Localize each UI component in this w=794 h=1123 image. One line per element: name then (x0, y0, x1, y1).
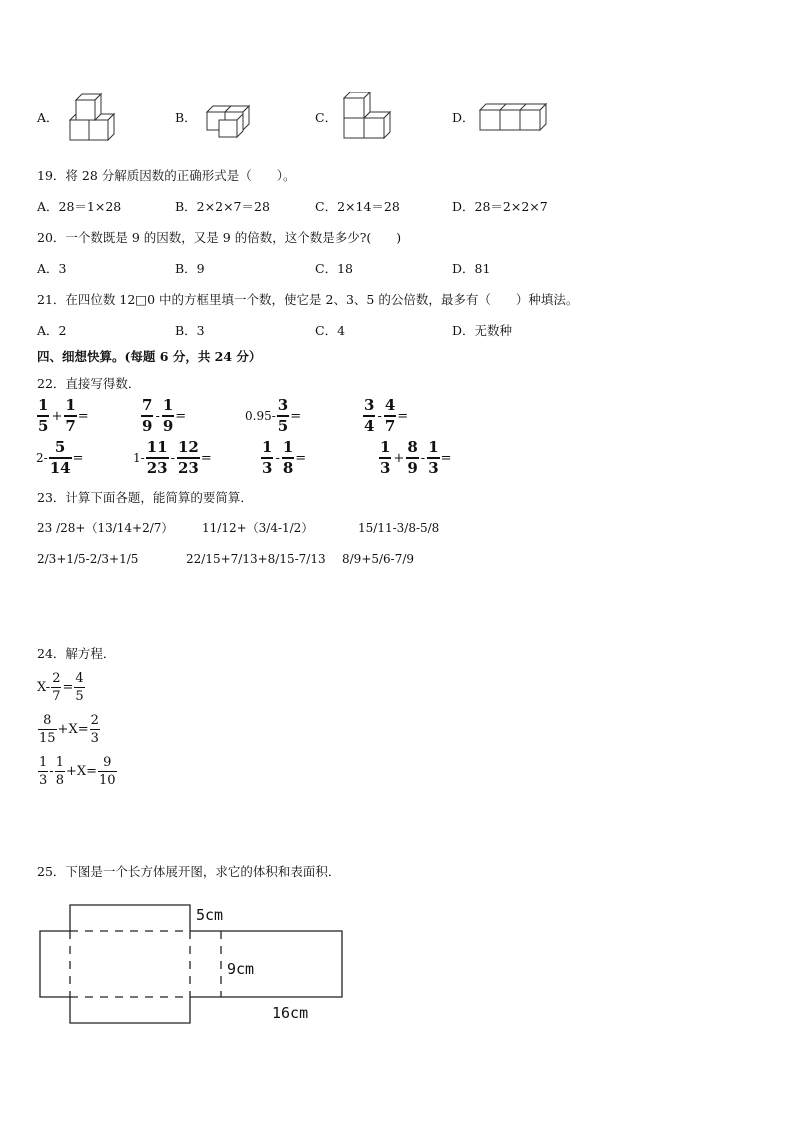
q23-instruction: 23．计算下面各题，能简算的要简算． (37, 490, 253, 505)
q24-instruction: 24．解方程． (37, 646, 116, 661)
q22-instruction: 22．直接写得数． (37, 376, 141, 391)
q20-question: 20．一个数既是 9 的因数，又是 9 的倍数，这个数是多少?( ) (37, 230, 402, 245)
q22-expr-4: $\frac{3}{4}$ - $\frac{4}{7}$ = (364, 396, 409, 435)
q21-option-c: C．4 (315, 323, 346, 338)
q22-expr-7: $\frac{1}{3}$ - $\frac{1}{8}$ = (262, 438, 307, 477)
q19-option-d: D．28＝2×2×7 (452, 199, 548, 214)
q18-option-a-letter: A． (37, 110, 59, 125)
q22-expr-8: $\frac{1}{3}$ + $\frac{8}{9}$ - $\frac{1}{3}$ = (380, 438, 452, 477)
q22-expr-6: 1- $\frac{11}{23}$ - $\frac{12}{23}$ = (133, 438, 212, 477)
label-16cm: 16cm (272, 1004, 309, 1022)
cuboid-net-diagram (0, 890, 400, 1030)
q22-expr-3: 0.95- $\frac{3}{5}$ = (245, 396, 302, 435)
q19-option-a: A．28＝1×28 (37, 199, 122, 214)
stacked-cubes-b-figure (205, 98, 257, 140)
q24-equation-3: $\frac{1}{3}$ - $\frac{1}{8}$ +X= $\frac{9}{10}$ (39, 755, 116, 788)
q24-equation-2: $\frac{8}{15}$ +X= $\frac{2}{3}$ (39, 713, 99, 746)
q19-question: 19．将 28 分解质因数的正确形式是（ ）。 (37, 168, 296, 183)
q23-item-1: 23 /28+（13/14+2/7） (37, 521, 174, 535)
label-9cm: 9cm (227, 960, 255, 978)
row-of-three-cubes-figure (478, 102, 548, 134)
q23-item-2: 11/12+（3/4-1/2） (202, 521, 314, 535)
q23-item-5: 22/15+7/13+8/15-7/13 (186, 552, 326, 566)
stacked-cubes-a-figure (68, 92, 122, 144)
q25-instruction: 25．下图是一个长方体展开图，求它的体积和表面积． (37, 864, 341, 879)
q18-option-d-letter: D． (452, 110, 475, 125)
label-5cm: 5cm (196, 906, 224, 924)
q23-item-6: 8/9+5/6-7/9 (342, 552, 415, 566)
q21-question: 21．在四位数 12□0 中的方框里填一个数，使它是 2、3、5 的公倍数，最多有（ ）种填法。 (37, 292, 579, 307)
q24-equation-1: X- $\frac{2}{7}$ = $\frac{4}{5}$ (37, 671, 84, 704)
q21-option-b: B．3 (175, 323, 205, 338)
q22-expr-1: $\frac{1}{5}$ + $\frac{1}{7}$ = (38, 396, 89, 435)
section-4-title: 四、细想快算。(每题 6 分，共 24 分） (37, 349, 262, 364)
q20-option-d: D．81 (452, 261, 491, 276)
q19-option-c: C．2×14＝28 (315, 199, 400, 214)
q20-option-a: A．3 (37, 261, 67, 276)
q23-item-3: 15/11-3/8-5/8 (358, 521, 440, 535)
q23-item-4: 2/3+1/5-2/3+1/5 (37, 552, 139, 566)
q22-expr-5: 2- $\frac{5}{14}$ = (36, 438, 84, 477)
q22-expr-2: $\frac{7}{9}$ - $\frac{1}{9}$ = (142, 396, 187, 435)
q21-option-d: D．无数种 (452, 323, 513, 338)
q18-option-c-letter: C． (315, 110, 338, 125)
q21-option-a: A．2 (37, 323, 67, 338)
q18-option-b-letter: B． (175, 110, 197, 125)
q20-option-c: C．18 (315, 261, 353, 276)
stacked-cubes-c-figure (340, 92, 394, 144)
q19-option-b: B．2×2×7＝28 (175, 199, 270, 214)
q20-option-b: B．9 (175, 261, 205, 276)
